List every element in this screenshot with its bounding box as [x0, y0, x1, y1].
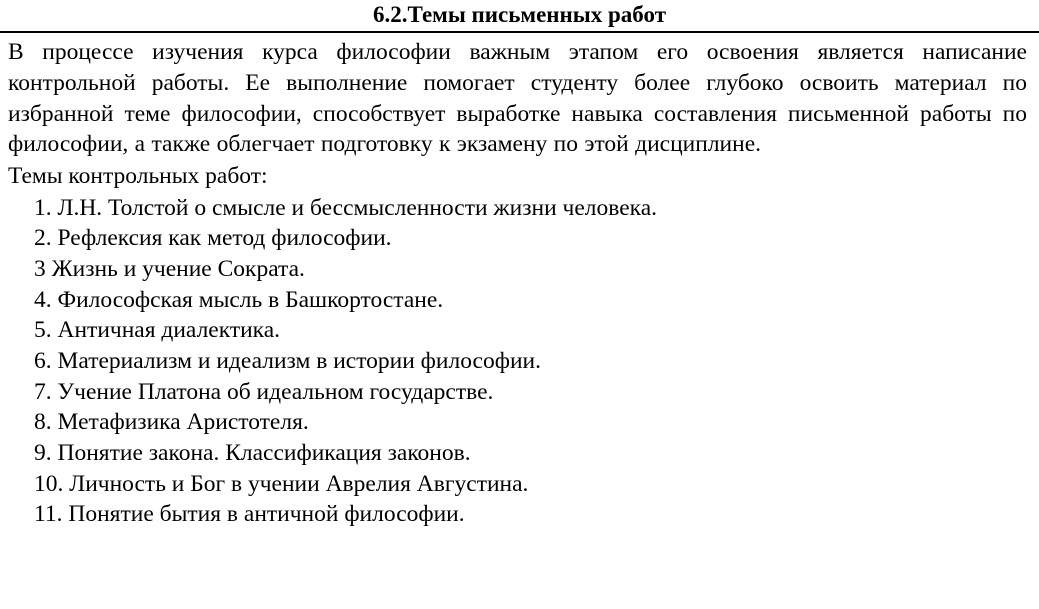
document-body — [0, 33, 1039, 530]
list-item: 6. Материализм и идеализм в истории философии. — [34, 347, 541, 374]
list-item: 8. Метафизика Аристотеля. — [34, 409, 309, 436]
topics-list — [8, 193, 1027, 530]
list-item: 4. Философская мысль в Башкортостане. — [34, 286, 444, 313]
list-item: 3 Жизнь и учение Сократа. — [34, 255, 305, 282]
list-item: 11. Понятие бытия в античной философии. — [34, 501, 465, 528]
list-item: 5. Античная диалектика. — [34, 317, 281, 344]
page-title: 6.2.Темы письменных работ — [373, 2, 666, 27]
section-heading-bar — [0, 0, 1039, 33]
intro-paragraph: В процессе изучения курса философии важным этапом его освоения является написание контрольной работы. Ее выполнение помогает студенту более глубоко освоить материал по избранной теме философии, способствует выработке навыка составления письменной работы по философии, а также облегчает подготовку к экзамену по этой дисциплине. — [8, 39, 1027, 158]
list-item: 10. Личность и Бог в учении Аврелия Августина. — [34, 470, 529, 497]
list-item: 9. Понятие закона. Классификация законов. — [34, 439, 471, 466]
list-item: 1. Л.Н. Толстой о смысле и бессмысленности жизни человека. — [34, 194, 658, 221]
list-item: 7. Учение Платона об идеальном государстве. — [34, 378, 494, 405]
list-lead-line: Темы контрольных работ: — [8, 163, 268, 190]
list-item: 2. Рефлексия как метод философии. — [34, 225, 392, 252]
